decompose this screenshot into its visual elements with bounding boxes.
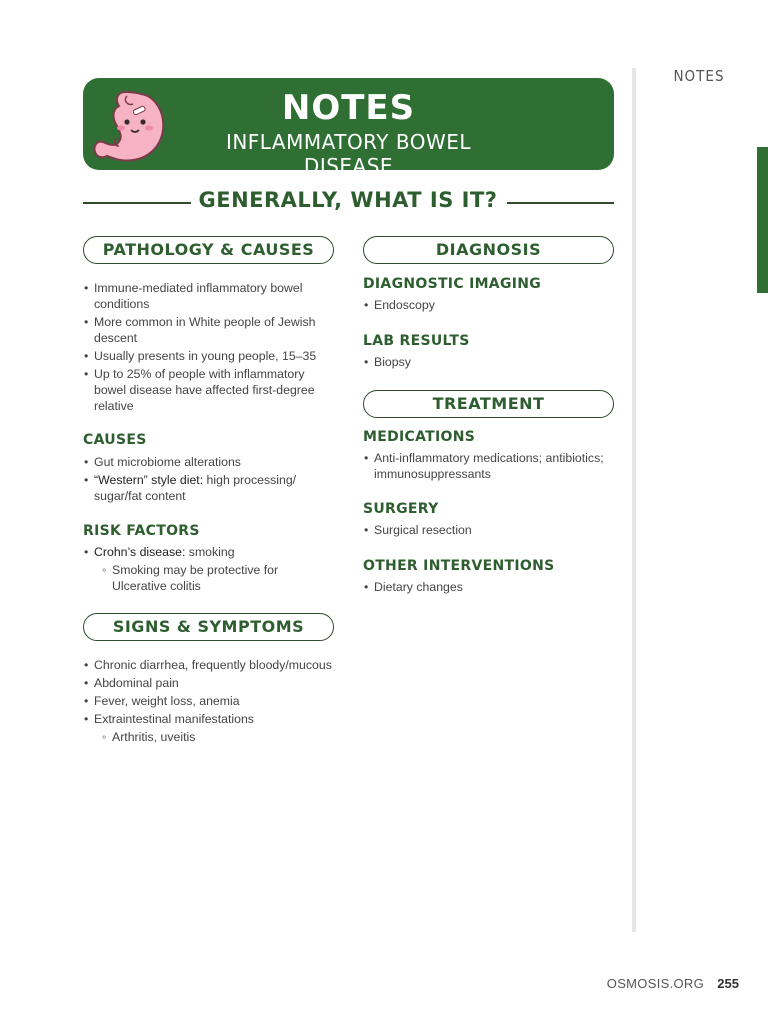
term-label: “Western” style diet: [94, 473, 204, 487]
risk-factors-list [84, 544, 324, 596]
side-tab-marker [757, 147, 768, 293]
pathology-causes-header: PATHOLOGY & CAUSES [83, 236, 334, 264]
section-rule-right [507, 202, 614, 204]
section-rule-left [83, 202, 191, 204]
medications-list [364, 450, 614, 484]
page-subtitle: INFLAMMATORY BOWEL DISEASE [225, 130, 472, 178]
list-item: • Gut microbiome alterations [84, 454, 324, 470]
causes-heading: CAUSES [83, 432, 147, 448]
term-detail: high processing/ sugar/fat content [94, 473, 297, 503]
footer-site: OSMOSIS.ORG [606, 976, 704, 991]
list-subitem: ◦ Smoking may be protective for Ulcerative colitis [84, 562, 324, 594]
medications-heading: MEDICATIONS [363, 429, 476, 445]
side-divider [632, 68, 636, 932]
list-item: • Fever, weight loss, anemia [84, 693, 344, 709]
list-item [84, 472, 324, 504]
list-item: • Biopsy [364, 354, 614, 370]
lab-list [364, 354, 614, 372]
list-item: • Anti-inflammatory medications; antibiotics; immunosuppressants [364, 450, 614, 482]
risk-factors-heading: RISK FACTORS [83, 523, 200, 539]
notes-side-label: NOTES [673, 67, 725, 85]
list-item: • Up to 25% of people with inflammatory bowel disease have affected first-degree relative [84, 366, 324, 414]
other-interventions-heading: OTHER INTERVENTIONS [363, 558, 555, 574]
surgery-list [364, 522, 614, 540]
signs-list [84, 657, 344, 747]
list-item: • More common in White people of Jewish descent [84, 314, 324, 346]
list-item: • Immune-mediated inflammatory bowel conditions [84, 280, 324, 312]
list-item: • Usually presents in young people, 15–35 [84, 348, 324, 364]
list-item: • Surgical resection [364, 522, 614, 538]
title-banner [83, 78, 614, 178]
term-detail: smoking [185, 545, 235, 559]
section-title: GENERALLY, WHAT IS IT? [198, 188, 498, 212]
diagnostic-imaging-heading: DIAGNOSTIC IMAGING [363, 276, 542, 292]
lab-results-heading: LAB RESULTS [363, 333, 470, 349]
other-interventions-list [364, 579, 614, 597]
list-item [84, 544, 324, 560]
term-label: Crohn’s disease: [94, 545, 186, 559]
list-item: • Chronic diarrhea, frequently bloody/mucous [84, 657, 344, 673]
page-title: NOTES [281, 88, 416, 128]
page-number: 255 [717, 976, 739, 991]
causes-list [84, 454, 324, 506]
list-item: • Extraintestinal manifestations [84, 711, 344, 727]
list-item: • Endoscopy [364, 297, 614, 313]
list-subitem: ◦ Arthritis, uveitis [84, 729, 344, 745]
treatment-header: TREATMENT [363, 390, 614, 418]
pathology-list [84, 280, 324, 416]
diagnosis-header: DIAGNOSIS [363, 236, 614, 264]
imaging-list [364, 297, 614, 315]
surgery-heading: SURGERY [363, 501, 439, 517]
list-item: • Abdominal pain [84, 675, 344, 691]
list-item: • Dietary changes [364, 579, 614, 595]
signs-symptoms-header: SIGNS & SYMPTOMS [83, 613, 334, 641]
